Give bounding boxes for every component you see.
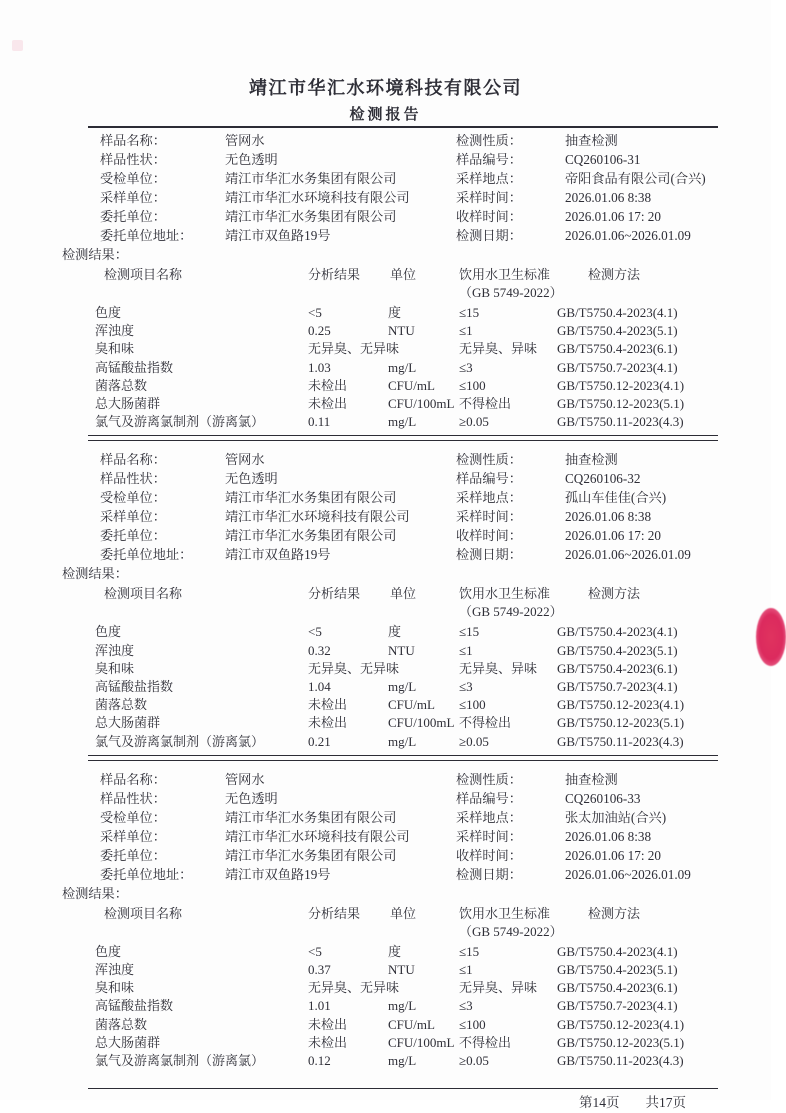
info-label: 委托单位地址：	[100, 866, 193, 882]
cell-item: 高锰酸盐指数	[95, 679, 174, 695]
cell-unit: 度	[388, 305, 402, 320]
cell-result: 未检出	[308, 396, 348, 412]
cell-unit: NTU	[388, 642, 415, 658]
info-value: 抽查检测	[565, 133, 618, 148]
info-value: 2026.01.06~2026.01.09	[565, 866, 691, 882]
table-header-row	[88, 584, 718, 621]
cell-standard: ≤100	[459, 697, 486, 713]
info-value: 帝阳食品有限公司(合兴)	[565, 171, 706, 186]
results-table	[88, 584, 718, 750]
page-footer	[88, 1093, 718, 1113]
cell-result: 未检出	[308, 1016, 348, 1032]
cell-standard: 无异臭、异味	[459, 341, 538, 357]
cell-unit: mg/L	[388, 998, 417, 1014]
cell-method: GB/T5750.4-2023(6.1)	[557, 341, 678, 357]
cell-method: GB/T5750.4-2023(6.1)	[557, 980, 678, 996]
info-label: 委托单位：	[100, 847, 166, 863]
info-label: 采样时间：	[456, 828, 522, 844]
table-row	[88, 696, 718, 714]
table-row	[88, 304, 718, 322]
table-row	[88, 997, 718, 1015]
cell-unit	[385, 340, 455, 358]
cell-result: <5	[308, 943, 322, 959]
col-header-method: 检测方法	[588, 267, 641, 282]
sample-section	[62, 447, 718, 760]
info-value: CQ260106-31	[565, 152, 641, 167]
cell-result: 0.32	[308, 642, 331, 658]
cell-item: 菌落总数	[95, 377, 148, 393]
table-row	[88, 623, 718, 641]
cell-item: 菌落总数	[95, 697, 148, 713]
results-label: 检测结果：	[62, 885, 128, 901]
info-label: 委托单位：	[100, 528, 166, 544]
info-value: 2026.01.06 17: 20	[565, 528, 661, 544]
table-row	[88, 642, 718, 660]
cell-standard: 无异臭、异味	[459, 980, 538, 996]
results-label: 检测结果：	[62, 247, 128, 262]
cell-item: 总大肠菌群	[95, 1034, 161, 1050]
info-label: 收样时间：	[456, 528, 522, 544]
info-value: 靖江市华汇水务集团有限公司	[225, 209, 397, 224]
info-value: 靖江市华汇水务集团有限公司	[225, 171, 397, 186]
info-label: 样品性状：	[100, 790, 166, 806]
table-row	[88, 340, 718, 358]
info-label: 收样时间：	[456, 209, 522, 224]
cell-unit: CFU/100mL	[388, 1034, 455, 1050]
col-header-result: 分析结果	[308, 267, 361, 282]
cell-item: 臭和味	[95, 980, 135, 996]
info-value: CQ260106-33	[565, 790, 641, 806]
report-sections	[0, 128, 771, 1089]
info-value: 靖江市华汇水务集团有限公司	[225, 847, 397, 863]
info-value: 2026.01.06 8:38	[565, 509, 652, 525]
col-header-item: 检测项目名称	[104, 267, 183, 282]
company-title: 靖江市华汇水环境科技有限公司	[249, 78, 522, 98]
cell-unit: mg/L	[388, 679, 417, 695]
info-label: 检测性质：	[456, 452, 522, 468]
info-label: 收样时间：	[456, 847, 522, 863]
sample-section	[62, 128, 718, 441]
col-header-result: 分析结果	[308, 905, 361, 921]
cell-unit: CFU/mL	[388, 697, 435, 713]
cell-result: <5	[308, 305, 322, 320]
cell-method: GB/T5750.11-2023(4.3)	[557, 1053, 684, 1069]
cell-method: GB/T5750.12-2023(5.1)	[557, 715, 685, 731]
cell-method: GB/T5750.12-2023(4.1)	[557, 377, 685, 393]
info-label: 采样单位：	[100, 828, 166, 844]
col-header-unit: 单位	[390, 586, 417, 602]
cell-item: 菌落总数	[95, 1016, 148, 1032]
cell-method: GB/T5750.7-2023(4.1)	[557, 998, 678, 1014]
standard-title: 饮用水卫生标准	[459, 905, 551, 921]
cell-item: 色度	[95, 624, 122, 640]
table-row	[88, 961, 718, 979]
cell-unit: mg/L	[388, 414, 417, 430]
cell-result: 未检出	[308, 715, 348, 731]
table-row	[88, 1016, 718, 1034]
cell-standard: ≤15	[459, 943, 480, 959]
col-header-item: 检测项目名称	[104, 586, 183, 602]
page-number: 第14页	[579, 1095, 620, 1111]
sample-info-grid	[88, 447, 718, 564]
cell-result: 1.04	[308, 679, 331, 695]
table-header-row	[88, 265, 718, 302]
cell-unit: mg/L	[388, 359, 417, 375]
cell-standard: ≤15	[459, 624, 480, 640]
cell-result: 1.01	[308, 998, 331, 1014]
red-seal-edge-mark	[756, 608, 786, 666]
info-label: 采样时间：	[456, 509, 522, 525]
info-value: 抽查检测	[565, 452, 618, 468]
info-label: 检测日期：	[456, 547, 522, 563]
cell-result: 无异臭、无异味	[308, 980, 400, 996]
table-row	[88, 377, 718, 395]
info-label: 采样单位：	[100, 190, 166, 205]
info-label: 采样地点：	[456, 809, 522, 825]
table-row	[88, 979, 718, 997]
document-header	[0, 0, 771, 124]
info-label: 样品性状：	[100, 471, 166, 487]
table-row	[88, 395, 718, 413]
info-value: 管网水	[225, 133, 265, 148]
info-label: 样品性状：	[100, 152, 166, 167]
section-divider	[88, 435, 718, 441]
info-value: 靖江市华汇水环境科技有限公司	[225, 190, 410, 205]
table-row	[88, 1052, 718, 1070]
cell-method: GB/T5750.11-2023(4.3)	[557, 414, 684, 430]
cell-unit: CFU/mL	[388, 377, 435, 393]
standard-title: 饮用水卫生标准	[459, 586, 551, 602]
cell-item: 浑浊度	[95, 962, 135, 978]
cell-standard: 不得检出	[459, 715, 512, 731]
cell-item: 氯气及游离氯制剂（游离氯）	[95, 414, 265, 430]
info-label: 检测日期：	[456, 228, 522, 243]
cell-item: 浑浊度	[95, 642, 135, 658]
cell-standard: ≤3	[459, 998, 473, 1014]
info-value: 无色透明	[225, 152, 278, 167]
cell-method: GB/T5750.4-2023(5.1)	[557, 962, 678, 978]
cell-standard: 不得检出	[459, 1034, 512, 1050]
info-label: 样品名称：	[100, 771, 166, 787]
cell-method: GB/T5750.4-2023(6.1)	[557, 660, 678, 676]
cell-item: 浑浊度	[95, 323, 135, 339]
cell-unit: NTU	[388, 323, 415, 339]
info-label: 检测性质：	[456, 771, 522, 787]
section-divider	[88, 755, 718, 761]
cell-unit: 度	[388, 624, 402, 640]
cell-method: GB/T5750.4-2023(4.1)	[557, 624, 678, 640]
table-row	[88, 1034, 718, 1052]
table-row	[88, 359, 718, 377]
cell-result: 0.21	[308, 733, 331, 749]
cell-item: 总大肠菌群	[95, 715, 161, 731]
info-label: 采样地点：	[456, 171, 522, 186]
info-value: 2026.01.06 8:38	[565, 190, 652, 205]
cell-method: GB/T5750.4-2023(5.1)	[557, 642, 678, 658]
standard-code: （GB 5749-2022）	[459, 604, 563, 620]
table-row	[88, 660, 718, 678]
cell-item: 色度	[95, 943, 122, 959]
info-value: 无色透明	[225, 471, 278, 487]
cell-unit: mg/L	[388, 1053, 417, 1069]
info-value: 靖江市双鱼路19号	[225, 228, 331, 243]
cell-unit: 度	[388, 943, 402, 959]
sample-info-grid	[88, 767, 718, 884]
standard-code: （GB 5749-2022）	[459, 285, 563, 300]
info-value: 靖江市华汇水务集团有限公司	[225, 528, 397, 544]
cell-method: GB/T5750.12-2023(4.1)	[557, 697, 685, 713]
info-label: 采样地点：	[456, 490, 522, 506]
page-total: 共17页	[645, 1095, 686, 1111]
cell-unit: CFU/100mL	[388, 715, 455, 731]
cell-result: 未检出	[308, 377, 348, 393]
info-value: 2026.01.06 17: 20	[565, 209, 661, 224]
cell-result: 未检出	[308, 1034, 348, 1050]
cell-standard: ≤100	[459, 1016, 486, 1032]
info-value: CQ260106-32	[565, 471, 641, 487]
info-label: 检测性质：	[456, 133, 522, 148]
table-row	[88, 943, 718, 961]
col-header-standard	[455, 904, 563, 941]
cell-method: GB/T5750.4-2023(4.1)	[557, 305, 678, 320]
info-value: 张太加油站(合兴)	[565, 809, 667, 825]
cell-result: 0.25	[308, 323, 331, 339]
cell-unit	[385, 660, 455, 678]
cell-result: 0.11	[308, 414, 331, 430]
col-header-standard	[455, 584, 563, 621]
cell-item: 臭和味	[95, 341, 135, 357]
col-header-result: 分析结果	[308, 586, 361, 602]
col-header-unit: 单位	[390, 267, 417, 282]
info-label: 受检单位：	[100, 171, 166, 186]
info-label: 委托单位地址：	[100, 547, 193, 563]
cell-unit	[385, 979, 455, 997]
info-value: 管网水	[225, 771, 265, 787]
info-label: 受检单位：	[100, 490, 166, 506]
info-value: 抽查检测	[565, 771, 618, 787]
col-header-standard	[455, 265, 563, 302]
info-value: 靖江市双鱼路19号	[225, 547, 331, 563]
info-label: 受检单位：	[100, 809, 166, 825]
info-label: 样品编号：	[456, 790, 522, 806]
cell-method: GB/T5750.12-2023(5.1)	[557, 1034, 685, 1050]
cell-result: <5	[308, 624, 322, 640]
cell-unit: mg/L	[388, 733, 417, 749]
cell-standard: 无异臭、异味	[459, 660, 538, 676]
table-row	[88, 714, 718, 732]
cell-item: 总大肠菌群	[95, 396, 161, 412]
info-label: 样品名称：	[100, 452, 166, 468]
cell-unit: CFU/mL	[388, 1016, 435, 1032]
cell-item: 氯气及游离氯制剂（游离氯）	[95, 1053, 265, 1069]
cell-result: 0.37	[308, 962, 331, 978]
cell-standard: ≤1	[459, 962, 473, 978]
cell-method: GB/T5750.12-2023(4.1)	[557, 1016, 685, 1032]
sample-section	[62, 767, 718, 1089]
sample-info-grid	[88, 128, 718, 245]
cell-method: GB/T5750.4-2023(5.1)	[557, 323, 678, 339]
info-label: 样品编号：	[456, 152, 522, 167]
cell-item: 高锰酸盐指数	[95, 998, 174, 1014]
table-row	[88, 322, 718, 340]
info-value: 靖江市华汇水环境科技有限公司	[225, 828, 410, 844]
cell-standard: ≥0.05	[459, 1053, 489, 1069]
results-label: 检测结果：	[62, 566, 128, 582]
cell-item: 高锰酸盐指数	[95, 359, 174, 375]
info-value: 靖江市双鱼路19号	[225, 866, 331, 882]
cell-standard: 不得检出	[459, 396, 512, 412]
col-header-unit: 单位	[390, 905, 417, 921]
info-label: 样品名称：	[100, 133, 166, 148]
results-table	[88, 904, 718, 1070]
col-header-method: 检测方法	[588, 586, 641, 602]
col-header-method: 检测方法	[588, 905, 641, 921]
cell-method: GB/T5750.11-2023(4.3)	[557, 733, 684, 749]
section-divider	[88, 1088, 718, 1089]
cell-standard: ≥0.05	[459, 414, 489, 430]
info-value: 2026.01.06 17: 20	[565, 847, 661, 863]
cell-result: 1.03	[308, 359, 331, 375]
cell-standard: ≤1	[459, 323, 473, 339]
info-value: 孤山车佳佳(合兴)	[565, 490, 667, 506]
cell-result: 未检出	[308, 697, 348, 713]
cell-item: 氯气及游离氯制剂（游离氯）	[95, 733, 265, 749]
info-value: 2026.01.06~2026.01.09	[565, 547, 691, 563]
table-row	[88, 678, 718, 696]
cell-result: 无异臭、无异味	[308, 660, 400, 676]
info-value: 无色透明	[225, 790, 278, 806]
table-row	[88, 733, 718, 751]
info-value: 靖江市华汇水务集团有限公司	[225, 490, 397, 506]
cell-standard: ≤3	[459, 679, 473, 695]
cell-result: 0.12	[308, 1053, 331, 1069]
info-label: 委托单位：	[100, 209, 166, 224]
table-header-row	[88, 904, 718, 941]
cell-unit: CFU/100mL	[388, 396, 455, 412]
results-table	[88, 265, 718, 431]
cell-standard: ≤3	[459, 359, 473, 375]
info-label: 样品编号：	[456, 471, 522, 487]
cell-method: GB/T5750.4-2023(4.1)	[557, 943, 678, 959]
cell-unit: NTU	[388, 962, 415, 978]
info-label: 采样单位：	[100, 509, 166, 525]
table-row	[88, 413, 718, 431]
report-title: 检测报告	[349, 107, 422, 123]
col-header-item: 检测项目名称	[104, 905, 183, 921]
cell-standard: ≤15	[459, 305, 480, 320]
info-value: 靖江市华汇水环境科技有限公司	[225, 509, 410, 525]
info-label: 委托单位地址：	[100, 228, 193, 243]
cell-standard: ≤1	[459, 642, 473, 658]
info-value: 2026.01.06 8:38	[565, 828, 652, 844]
info-value: 靖江市华汇水务集团有限公司	[225, 809, 397, 825]
info-value: 管网水	[225, 452, 265, 468]
standard-code: （GB 5749-2022）	[459, 923, 563, 939]
info-label: 检测日期：	[456, 866, 522, 882]
cell-item: 色度	[95, 305, 122, 320]
cell-method: GB/T5750.7-2023(4.1)	[557, 679, 678, 695]
cell-standard: ≤100	[459, 377, 486, 393]
cell-method: GB/T5750.12-2023(5.1)	[557, 396, 685, 412]
info-value: 2026.01.06~2026.01.09	[565, 228, 691, 243]
standard-title: 饮用水卫生标准	[459, 267, 551, 282]
info-label: 采样时间：	[456, 190, 522, 205]
cell-item: 臭和味	[95, 660, 135, 676]
cell-standard: ≥0.05	[459, 733, 489, 749]
cell-method: GB/T5750.7-2023(4.1)	[557, 359, 678, 375]
cell-result: 无异臭、无异味	[308, 341, 400, 357]
pink-scan-mark	[12, 40, 23, 51]
